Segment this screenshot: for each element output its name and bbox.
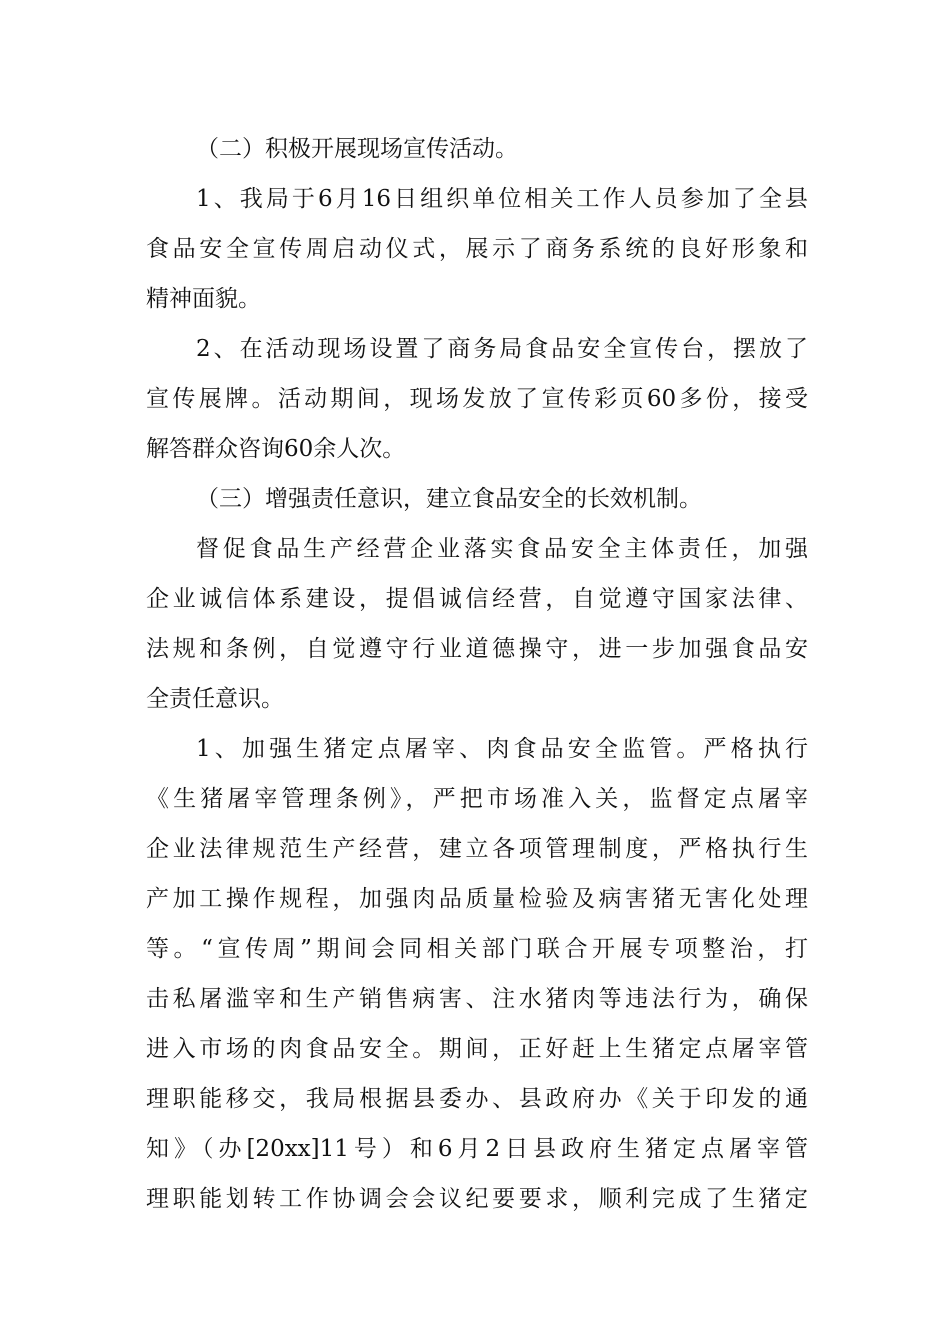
paragraph-line: 食品安全宣传周启动仪式，展示了商务系统的良好形象和 <box>146 236 808 262</box>
paragraph-line: 2、在活动现场设置了商务局食品安全宣传台，摆放了 <box>196 336 808 362</box>
paragraph-line: 产加工操作规程，加强肉品质量检验及病害猪无害化处理 <box>146 886 808 912</box>
paragraph-line: 精神面貌。 <box>146 286 261 312</box>
section-heading-3: （三）增强责任意识，建立食品安全的长效机制。 <box>196 486 702 512</box>
paragraph-line: 知》（办[20xx]11号）和6月2日县政府生猪定点屠宰管 <box>146 1136 808 1162</box>
paragraph-line: 企业法律规范生产经营，建立各项管理制度，严格执行生 <box>146 836 808 862</box>
paragraph-line: 等。“宣传周”期间会同相关部门联合开展专项整治，打 <box>146 936 808 962</box>
paragraph-line: 督促食品生产经营企业落实食品安全主体责任，加强 <box>196 536 808 562</box>
paragraph-line: 法规和条例，自觉遵守行业道德操守，进一步加强食品安 <box>146 636 808 662</box>
paragraph-line: 进入市场的肉食品安全。期间，正好赶上生猪定点屠宰管 <box>146 1036 808 1062</box>
section-heading-2: （二）积极开展现场宣传活动。 <box>196 136 518 162</box>
paragraph-line: 解答群众咨询60余人次。 <box>146 436 406 462</box>
paragraph-line: 击私屠滥宰和生产销售病害、注水猪肉等违法行为，确保 <box>146 986 808 1012</box>
paragraph-line: 全责任意识。 <box>146 686 284 712</box>
paragraph-line: 1、加强生猪定点屠宰、肉食品安全监管。严格执行 <box>196 736 808 762</box>
paragraph-line: 1、我局于6月16日组织单位相关工作人员参加了全县 <box>196 186 808 212</box>
paragraph-line: 企业诚信体系建设，提倡诚信经营，自觉遵守国家法律、 <box>146 586 808 612</box>
paragraph-line: 《生猪屠宰管理条例》，严把市场准入关，监督定点屠宰 <box>146 786 808 812</box>
paragraph-line: 理职能移交，我局根据县委办、县政府办《关于印发的通 <box>146 1086 808 1112</box>
paragraph-line: 理职能划转工作协调会会议纪要要求，顺利完成了生猪定 <box>146 1186 808 1212</box>
paragraph-line: 宣传展牌。活动期间，现场发放了宣传彩页60多份，接受 <box>146 386 808 412</box>
